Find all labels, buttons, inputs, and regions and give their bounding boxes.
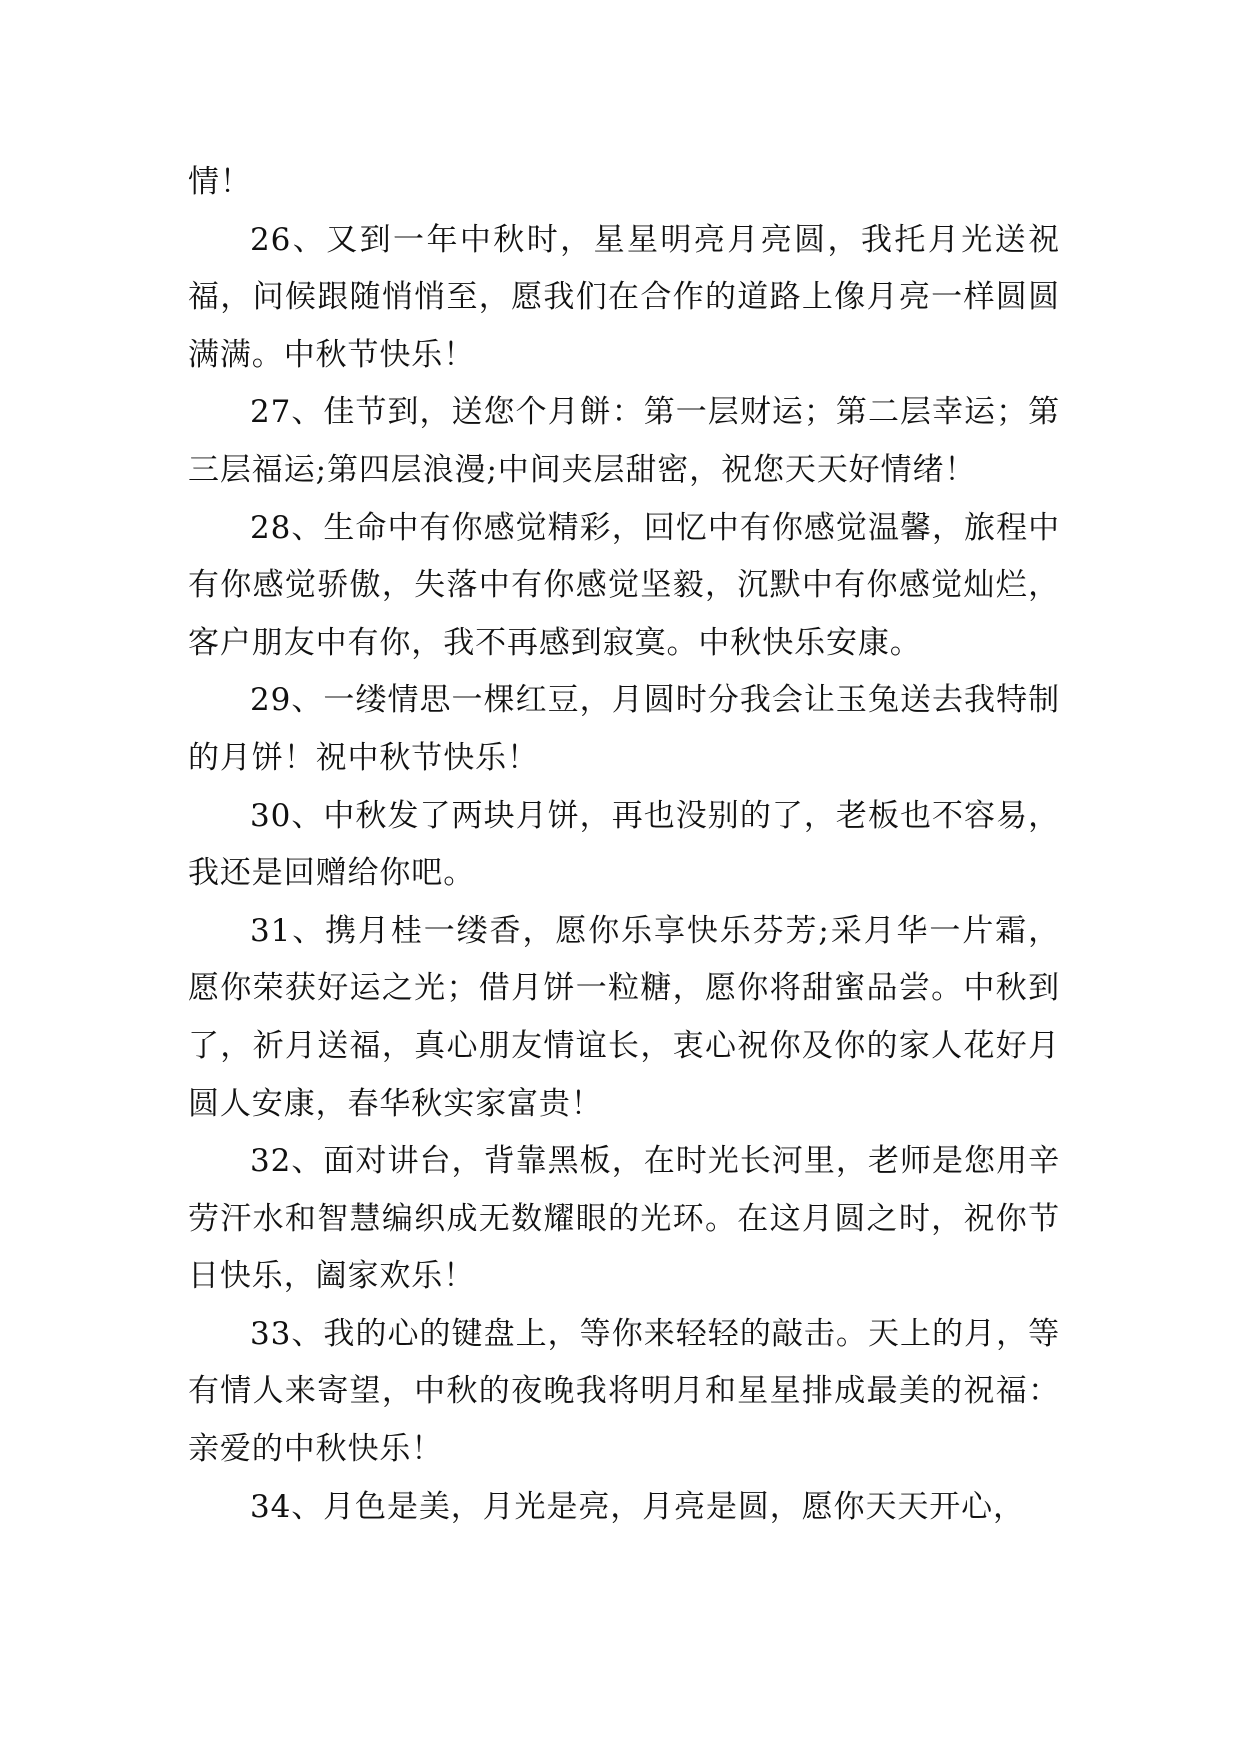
paragraph-30: 30、中秋发了两块月饼，再也没别的了，老板也不容易，我还是回赠给你吧。 xyxy=(188,797,1060,892)
paragraph-33: 33、我的心的键盘上，等你来轻轻的敲击。天上的月，等有情人来寄望，中秋的夜晚我将明月和星星排成最美的祝福：亲爱的中秋快乐！ xyxy=(188,1315,1060,1468)
paragraph-29: 29、一缕情思一棵红豆，月圆时分我会让玉兔送去我特制的月饼！祝中秋节快乐！ xyxy=(188,682,1060,776)
paragraph-32: 32、面对讲台，背靠黑板，在时光长河里，老师是您用辛劳汗水和智慧编织成无数耀眼的光环。在这月圆之时，祝你节日快乐，阖家欢乐！ xyxy=(188,1143,1060,1295)
paragraph-continuation: 情！ xyxy=(188,164,252,200)
paragraph-26: 26、又到一年中秋时，星星明亮月亮圆，我托月光送祝福，问候跟随悄悄至，愿我们在合作的道路上像月亮一样圆圆满满。中秋节快乐！ xyxy=(188,221,1060,373)
paragraph-28: 28、生命中有你感觉精彩，回忆中有你感觉温馨，旅程中有你感觉骄傲，失落中有你感觉坚毅，沉默中有你感觉灿烂，客户朋友中有你，我不再感到寂寞。中秋快乐安康。 xyxy=(188,509,1060,661)
paragraph-34: 34、月色是美，月光是亮，月亮是圆，愿你天天开心， xyxy=(250,1488,1025,1525)
paragraph-27: 27、佳节到，送您个月餅：第一层财运；第二层幸运；第三层福运;第四层浪漫;中间夹层甜密，祝您天天好情绪！ xyxy=(188,394,1060,488)
document-body xyxy=(188,154,1060,1536)
paragraph-31: 31、携月桂一缕香，愿你乐享快乐芬芳;采月华一片霜，愿你荣获好运之光；借月饼一粒糖，愿你将甜蜜品尝。中秋到了，祈月送福，真心朋友情谊长，衷心祝你及你的家人花好月圆人安康，春华秋实家富贵！ xyxy=(188,912,1060,1122)
